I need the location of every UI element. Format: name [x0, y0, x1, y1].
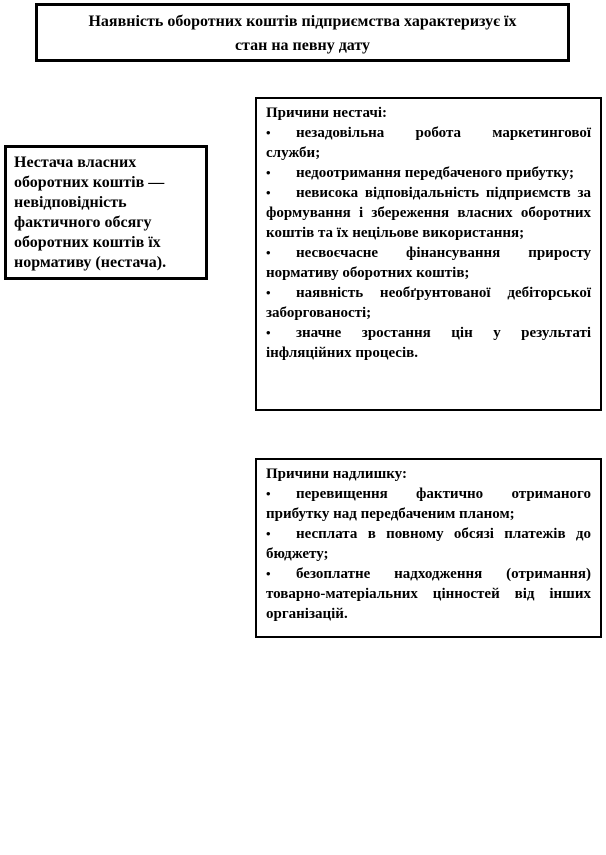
- bullet-icon: •: [266, 566, 271, 581]
- bullet-text: несплата в повному обсязі платежів до бюджету;: [266, 526, 591, 562]
- bullet-text: перевищення фактично отриманого прибутку над передбаченим планом;: [266, 486, 591, 522]
- bullet-item: [266, 123, 591, 163]
- bullet-item: [266, 524, 591, 564]
- bullet-item: [266, 323, 591, 363]
- shortage-definition-box: [4, 145, 208, 280]
- bullet-text: безоплатне надходження (отримання) товарно-матеріальних цінностей від інших організацій.: [266, 566, 591, 622]
- bullet-icon: •: [266, 325, 271, 340]
- shortage-causes-box: [255, 97, 602, 411]
- bullet-icon: •: [266, 185, 271, 200]
- bullet-item: [266, 243, 591, 283]
- title-line-2: стан на певну дату: [234, 37, 371, 54]
- bullet-icon: •: [266, 245, 271, 260]
- surplus-causes-box: [255, 458, 602, 638]
- shortage-causes-heading: Причини нестачі:: [266, 105, 388, 121]
- title-box: [35, 3, 570, 62]
- bullet-icon: •: [266, 165, 271, 180]
- surplus-causes-heading: Причини надлишку:: [266, 466, 407, 482]
- bullet-text: наявність необґрунтованої дебіторської заборгованості;: [266, 285, 591, 321]
- shortage-causes-list: [266, 123, 591, 363]
- bullet-item: [266, 163, 591, 183]
- bullet-icon: •: [266, 125, 271, 140]
- title-line-1: Наявність оборотних коштів підприємства характеризує їх: [88, 13, 517, 30]
- bullet-text: невисока відповідальність підприємств за формування і збереження власних оборотних коштів та їх нецільове використання;: [266, 185, 591, 241]
- bullet-text: значне зростання цін у результаті інфляційних процесів.: [266, 325, 591, 361]
- bullet-item: [266, 564, 591, 624]
- bullet-item: [266, 283, 591, 323]
- bullet-item: [266, 484, 591, 524]
- shortage-definition-text: Нестача власних оборотних коштів — невідповідність фактичного обсягу оборотних коштів їх нормативу (нестача).: [14, 154, 167, 271]
- bullet-icon: •: [266, 285, 271, 300]
- bullet-text: незадовільна робота маркетингової служби;: [266, 125, 591, 161]
- bullet-text: несвоєчасне фінансування приросту нормативу оборотних коштів;: [266, 245, 591, 281]
- bullet-icon: •: [266, 486, 271, 501]
- bullet-text: недоотримання передбаченого прибутку;: [296, 165, 574, 181]
- bullet-icon: •: [266, 526, 271, 541]
- bullet-item: [266, 183, 591, 243]
- surplus-causes-list: [266, 484, 591, 624]
